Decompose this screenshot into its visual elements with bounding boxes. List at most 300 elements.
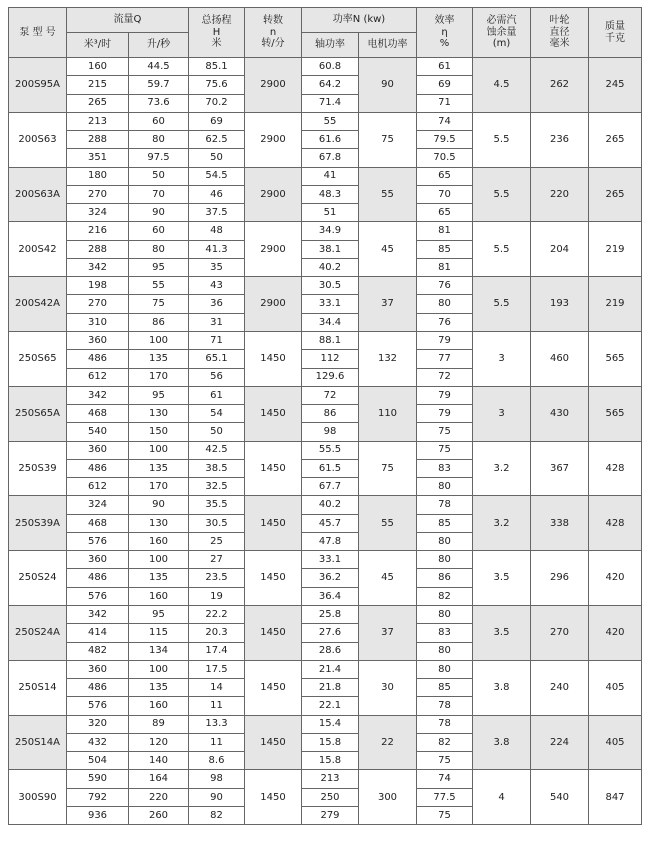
flow-m3h-cell: 213: [67, 112, 129, 130]
efficiency-cell: 74: [417, 770, 473, 788]
head-cell: 38.5: [189, 459, 245, 477]
motor-power-cell: 55: [359, 167, 417, 222]
flow-ls-cell: 134: [129, 642, 189, 660]
impeller-cell: 193: [531, 277, 589, 332]
shaft-power-cell: 67.8: [302, 149, 359, 167]
shaft-power-cell: 61.5: [302, 459, 359, 477]
flow-m3h-cell: 468: [67, 405, 129, 423]
head-cell: 8.6: [189, 752, 245, 770]
pump-model-cell: 250S65A: [9, 386, 67, 441]
flow-ls-cell: 73.6: [129, 94, 189, 112]
flow-ls-cell: 170: [129, 478, 189, 496]
efficiency-cell: 78: [417, 496, 473, 514]
pump-model-cell: 250S24: [9, 551, 67, 606]
speed-cell: 1450: [245, 551, 302, 606]
model-group: [9, 277, 642, 332]
efficiency-cell: 76: [417, 313, 473, 331]
speed-cell: 1450: [245, 441, 302, 496]
header-flow-ls: 升/秒: [129, 33, 189, 58]
head-cell: 69: [189, 112, 245, 130]
flow-ls-cell: 59.7: [129, 76, 189, 94]
flow-ls-cell: 160: [129, 697, 189, 715]
flow-m3h-cell: 342: [67, 386, 129, 404]
head-cell: 23.5: [189, 569, 245, 587]
shaft-power-cell: 47.8: [302, 532, 359, 550]
head-cell: 35.5: [189, 496, 245, 514]
mass-cell: 405: [589, 715, 642, 770]
shaft-power-cell: 36.4: [302, 587, 359, 605]
flow-ls-cell: 220: [129, 788, 189, 806]
head-cell: 13.3: [189, 715, 245, 733]
pump-model-cell: 250S14A: [9, 715, 67, 770]
shaft-power-cell: 15.8: [302, 733, 359, 751]
table-row: [9, 770, 642, 788]
efficiency-cell: 85: [417, 514, 473, 532]
flow-ls-cell: 95: [129, 258, 189, 276]
shaft-power-cell: 21.4: [302, 660, 359, 678]
head-cell: 90: [189, 788, 245, 806]
pump-spec-table: [8, 7, 642, 825]
flow-ls-cell: 135: [129, 569, 189, 587]
head-cell: 14: [189, 679, 245, 697]
shaft-power-cell: 71.4: [302, 94, 359, 112]
efficiency-cell: 70.5: [417, 149, 473, 167]
flow-m3h-cell: 612: [67, 478, 129, 496]
shaft-power-cell: 27.6: [302, 624, 359, 642]
shaft-power-cell: 34.9: [302, 222, 359, 240]
table-row: [9, 660, 642, 678]
shaft-power-cell: 28.6: [302, 642, 359, 660]
efficiency-cell: 80: [417, 551, 473, 569]
efficiency-cell: 79: [417, 331, 473, 349]
npsh-cell: 5.5: [473, 222, 531, 277]
model-group: [9, 386, 642, 441]
efficiency-cell: 77: [417, 350, 473, 368]
efficiency-cell: 74: [417, 112, 473, 130]
efficiency-cell: 76: [417, 277, 473, 295]
pump-model-cell: 250S65: [9, 331, 67, 386]
impeller-cell: 430: [531, 386, 589, 441]
flow-ls-cell: 60: [129, 112, 189, 130]
shaft-power-cell: 60.8: [302, 58, 359, 76]
head-cell: 43: [189, 277, 245, 295]
flow-ls-cell: 95: [129, 605, 189, 623]
shaft-power-cell: 48.3: [302, 185, 359, 203]
header-power: 功率N (kw): [302, 8, 417, 33]
efficiency-cell: 78: [417, 715, 473, 733]
flow-m3h-cell: 468: [67, 514, 129, 532]
mass-cell: 420: [589, 605, 642, 660]
efficiency-cell: 83: [417, 624, 473, 642]
model-group: [9, 551, 642, 606]
flow-m3h-cell: 160: [67, 58, 129, 76]
table-row: [9, 222, 642, 240]
speed-cell: 2900: [245, 167, 302, 222]
efficiency-cell: 80: [417, 295, 473, 313]
model-group: [9, 496, 642, 551]
efficiency-cell: 83: [417, 459, 473, 477]
flow-ls-cell: 160: [129, 587, 189, 605]
pump-model-cell: 250S39A: [9, 496, 67, 551]
npsh-cell: 3: [473, 331, 531, 386]
motor-power-cell: 22: [359, 715, 417, 770]
flow-m3h-cell: 486: [67, 350, 129, 368]
table-row: [9, 386, 642, 404]
motor-power-cell: 300: [359, 770, 417, 825]
flow-ls-cell: 130: [129, 514, 189, 532]
motor-power-cell: 75: [359, 112, 417, 167]
impeller-cell: 338: [531, 496, 589, 551]
shaft-power-cell: 36.2: [302, 569, 359, 587]
header-pump-model: 泵 型 号: [9, 8, 67, 58]
efficiency-cell: 82: [417, 733, 473, 751]
pump-model-cell: 200S63: [9, 112, 67, 167]
flow-m3h-cell: 342: [67, 605, 129, 623]
flow-ls-cell: 115: [129, 624, 189, 642]
efficiency-cell: 70: [417, 185, 473, 203]
mass-cell: 428: [589, 496, 642, 551]
head-cell: 37.5: [189, 204, 245, 222]
shaft-power-cell: 88.1: [302, 331, 359, 349]
speed-cell: 1450: [245, 331, 302, 386]
efficiency-cell: 80: [417, 660, 473, 678]
head-cell: 42.5: [189, 441, 245, 459]
efficiency-cell: 79: [417, 386, 473, 404]
shaft-power-cell: 22.1: [302, 697, 359, 715]
header-speed: 转数 n 转/分: [245, 8, 302, 58]
flow-ls-cell: 95: [129, 386, 189, 404]
speed-cell: 1450: [245, 605, 302, 660]
flow-m3h-cell: 792: [67, 788, 129, 806]
shaft-power-cell: 40.2: [302, 258, 359, 276]
flow-ls-cell: 86: [129, 313, 189, 331]
model-group: [9, 660, 642, 715]
head-cell: 11: [189, 733, 245, 751]
efficiency-cell: 71: [417, 94, 473, 112]
efficiency-cell: 75: [417, 423, 473, 441]
shaft-power-cell: 45.7: [302, 514, 359, 532]
head-cell: 27: [189, 551, 245, 569]
efficiency-cell: 82: [417, 587, 473, 605]
flow-ls-cell: 75: [129, 295, 189, 313]
table-row: [9, 496, 642, 514]
head-cell: 50: [189, 423, 245, 441]
efficiency-cell: 77.5: [417, 788, 473, 806]
motor-power-cell: 55: [359, 496, 417, 551]
flow-m3h-cell: 180: [67, 167, 129, 185]
impeller-cell: 296: [531, 551, 589, 606]
shaft-power-cell: 25.8: [302, 605, 359, 623]
shaft-power-cell: 41: [302, 167, 359, 185]
shaft-power-cell: 213: [302, 770, 359, 788]
shaft-power-cell: 15.4: [302, 715, 359, 733]
flow-m3h-cell: 288: [67, 240, 129, 258]
mass-cell: 219: [589, 277, 642, 332]
efficiency-cell: 80: [417, 642, 473, 660]
impeller-cell: 224: [531, 715, 589, 770]
mass-cell: 405: [589, 660, 642, 715]
pump-model-cell: 200S63A: [9, 167, 67, 222]
npsh-cell: 3.2: [473, 496, 531, 551]
header-flow-m3h: 米³/时: [67, 33, 129, 58]
header-efficiency: 效率 η %: [417, 8, 473, 58]
npsh-cell: 4.5: [473, 58, 531, 113]
mass-cell: 265: [589, 112, 642, 167]
efficiency-cell: 80: [417, 478, 473, 496]
flow-ls-cell: 135: [129, 459, 189, 477]
flow-ls-cell: 140: [129, 752, 189, 770]
shaft-power-cell: 55: [302, 112, 359, 130]
efficiency-cell: 65: [417, 204, 473, 222]
npsh-cell: 4: [473, 770, 531, 825]
header-flow: 流量Q: [67, 8, 189, 33]
flow-ls-cell: 90: [129, 204, 189, 222]
flow-m3h-cell: 270: [67, 185, 129, 203]
speed-cell: 2900: [245, 277, 302, 332]
npsh-cell: 3.5: [473, 605, 531, 660]
efficiency-cell: 81: [417, 258, 473, 276]
flow-ls-cell: 97.5: [129, 149, 189, 167]
efficiency-cell: 75: [417, 752, 473, 770]
table-row: [9, 715, 642, 733]
model-group: [9, 331, 642, 386]
flow-m3h-cell: 576: [67, 587, 129, 605]
shaft-power-cell: 21.8: [302, 679, 359, 697]
npsh-cell: 3.5: [473, 551, 531, 606]
flow-m3h-cell: 482: [67, 642, 129, 660]
motor-power-cell: 132: [359, 331, 417, 386]
head-cell: 22.2: [189, 605, 245, 623]
flow-ls-cell: 135: [129, 679, 189, 697]
mass-cell: 219: [589, 222, 642, 277]
flow-ls-cell: 135: [129, 350, 189, 368]
efficiency-cell: 79: [417, 405, 473, 423]
efficiency-cell: 78: [417, 697, 473, 715]
model-group: [9, 167, 642, 222]
npsh-cell: 3: [473, 386, 531, 441]
model-group: [9, 58, 642, 113]
flow-m3h-cell: 612: [67, 368, 129, 386]
table-row: [9, 441, 642, 459]
shaft-power-cell: 51: [302, 204, 359, 222]
flow-ls-cell: 80: [129, 240, 189, 258]
impeller-cell: 540: [531, 770, 589, 825]
impeller-cell: 367: [531, 441, 589, 496]
pump-model-cell: 250S14: [9, 660, 67, 715]
mass-cell: 565: [589, 386, 642, 441]
flow-m3h-cell: 590: [67, 770, 129, 788]
model-group: [9, 441, 642, 496]
impeller-cell: 270: [531, 605, 589, 660]
flow-m3h-cell: 576: [67, 532, 129, 550]
head-cell: 46: [189, 185, 245, 203]
flow-m3h-cell: 351: [67, 149, 129, 167]
flow-m3h-cell: 360: [67, 660, 129, 678]
model-group: [9, 715, 642, 770]
head-cell: 20.3: [189, 624, 245, 642]
mass-cell: 428: [589, 441, 642, 496]
flow-ls-cell: 100: [129, 331, 189, 349]
flow-m3h-cell: 324: [67, 204, 129, 222]
flow-m3h-cell: 288: [67, 131, 129, 149]
mass-cell: 847: [589, 770, 642, 825]
speed-cell: 1450: [245, 386, 302, 441]
efficiency-cell: 75: [417, 441, 473, 459]
shaft-power-cell: 67.7: [302, 478, 359, 496]
efficiency-cell: 80: [417, 605, 473, 623]
table-row: [9, 277, 642, 295]
header-shaft-power: 轴功率: [302, 33, 359, 58]
flow-ls-cell: 100: [129, 441, 189, 459]
head-cell: 25: [189, 532, 245, 550]
flow-m3h-cell: 936: [67, 806, 129, 824]
motor-power-cell: 45: [359, 551, 417, 606]
mass-cell: 245: [589, 58, 642, 113]
head-cell: 82: [189, 806, 245, 824]
shaft-power-cell: 38.1: [302, 240, 359, 258]
head-cell: 30.5: [189, 514, 245, 532]
flow-m3h-cell: 486: [67, 459, 129, 477]
flow-ls-cell: 164: [129, 770, 189, 788]
impeller-cell: 204: [531, 222, 589, 277]
flow-ls-cell: 160: [129, 532, 189, 550]
motor-power-cell: 37: [359, 605, 417, 660]
speed-cell: 1450: [245, 496, 302, 551]
speed-cell: 2900: [245, 222, 302, 277]
flow-ls-cell: 130: [129, 405, 189, 423]
speed-cell: 1450: [245, 660, 302, 715]
shaft-power-cell: 129.6: [302, 368, 359, 386]
mass-cell: 565: [589, 331, 642, 386]
header-head: 总扬程 H 米: [189, 8, 245, 58]
head-cell: 41.3: [189, 240, 245, 258]
head-cell: 65.1: [189, 350, 245, 368]
head-cell: 19: [189, 587, 245, 605]
efficiency-cell: 79.5: [417, 131, 473, 149]
flow-ls-cell: 100: [129, 660, 189, 678]
efficiency-cell: 61: [417, 58, 473, 76]
model-group: [9, 605, 642, 660]
head-cell: 85.1: [189, 58, 245, 76]
table-row: [9, 551, 642, 569]
head-cell: 35: [189, 258, 245, 276]
shaft-power-cell: 15.8: [302, 752, 359, 770]
flow-ls-cell: 55: [129, 277, 189, 295]
flow-m3h-cell: 504: [67, 752, 129, 770]
shaft-power-cell: 61.6: [302, 131, 359, 149]
pump-model-cell: 200S95A: [9, 58, 67, 113]
flow-m3h-cell: 486: [67, 679, 129, 697]
head-cell: 61: [189, 386, 245, 404]
speed-cell: 1450: [245, 770, 302, 825]
npsh-cell: 5.5: [473, 277, 531, 332]
flow-m3h-cell: 216: [67, 222, 129, 240]
flow-m3h-cell: 486: [67, 569, 129, 587]
head-cell: 31: [189, 313, 245, 331]
efficiency-cell: 80: [417, 532, 473, 550]
efficiency-cell: 85: [417, 679, 473, 697]
efficiency-cell: 72: [417, 368, 473, 386]
efficiency-cell: 65: [417, 167, 473, 185]
shaft-power-cell: 33.1: [302, 295, 359, 313]
head-cell: 32.5: [189, 478, 245, 496]
pump-model-cell: 300S90: [9, 770, 67, 825]
efficiency-cell: 69: [417, 76, 473, 94]
head-cell: 54: [189, 405, 245, 423]
shaft-power-cell: 72: [302, 386, 359, 404]
flow-ls-cell: 90: [129, 496, 189, 514]
flow-m3h-cell: 576: [67, 697, 129, 715]
flow-ls-cell: 44.5: [129, 58, 189, 76]
head-cell: 36: [189, 295, 245, 313]
speed-cell: 2900: [245, 58, 302, 113]
npsh-cell: 3.8: [473, 660, 531, 715]
head-cell: 54.5: [189, 167, 245, 185]
impeller-cell: 240: [531, 660, 589, 715]
head-cell: 17.4: [189, 642, 245, 660]
header-impeller: 叶轮 直径 毫米: [531, 8, 589, 58]
flow-m3h-cell: 320: [67, 715, 129, 733]
motor-power-cell: 37: [359, 277, 417, 332]
head-cell: 62.5: [189, 131, 245, 149]
head-cell: 48: [189, 222, 245, 240]
table-row: [9, 605, 642, 623]
shaft-power-cell: 64.2: [302, 76, 359, 94]
flow-m3h-cell: 310: [67, 313, 129, 331]
shaft-power-cell: 34.4: [302, 313, 359, 331]
flow-m3h-cell: 270: [67, 295, 129, 313]
flow-ls-cell: 120: [129, 733, 189, 751]
pump-model-cell: 200S42: [9, 222, 67, 277]
shaft-power-cell: 33.1: [302, 551, 359, 569]
model-group: [9, 770, 642, 825]
flow-m3h-cell: 540: [67, 423, 129, 441]
efficiency-cell: 81: [417, 222, 473, 240]
shaft-power-cell: 86: [302, 405, 359, 423]
flow-ls-cell: 60: [129, 222, 189, 240]
pump-model-cell: 250S39: [9, 441, 67, 496]
motor-power-cell: 75: [359, 441, 417, 496]
speed-cell: 1450: [245, 715, 302, 770]
flow-m3h-cell: 414: [67, 624, 129, 642]
flow-m3h-cell: 342: [67, 258, 129, 276]
header-mass: 质量 千克: [589, 8, 642, 58]
table-row: [9, 58, 642, 76]
table-row: [9, 331, 642, 349]
flow-m3h-cell: 432: [67, 733, 129, 751]
head-cell: 56: [189, 368, 245, 386]
model-group: [9, 222, 642, 277]
shaft-power-cell: 40.2: [302, 496, 359, 514]
efficiency-cell: 85: [417, 240, 473, 258]
header-motor-power: 电机功率: [359, 33, 417, 58]
motor-power-cell: 90: [359, 58, 417, 113]
head-cell: 70.2: [189, 94, 245, 112]
impeller-cell: 460: [531, 331, 589, 386]
flow-ls-cell: 70: [129, 185, 189, 203]
head-cell: 11: [189, 697, 245, 715]
motor-power-cell: 110: [359, 386, 417, 441]
speed-cell: 2900: [245, 112, 302, 167]
mass-cell: 265: [589, 167, 642, 222]
flow-m3h-cell: 198: [67, 277, 129, 295]
motor-power-cell: 45: [359, 222, 417, 277]
head-cell: 98: [189, 770, 245, 788]
flow-ls-cell: 100: [129, 551, 189, 569]
npsh-cell: 5.5: [473, 112, 531, 167]
flow-m3h-cell: 360: [67, 331, 129, 349]
impeller-cell: 262: [531, 58, 589, 113]
